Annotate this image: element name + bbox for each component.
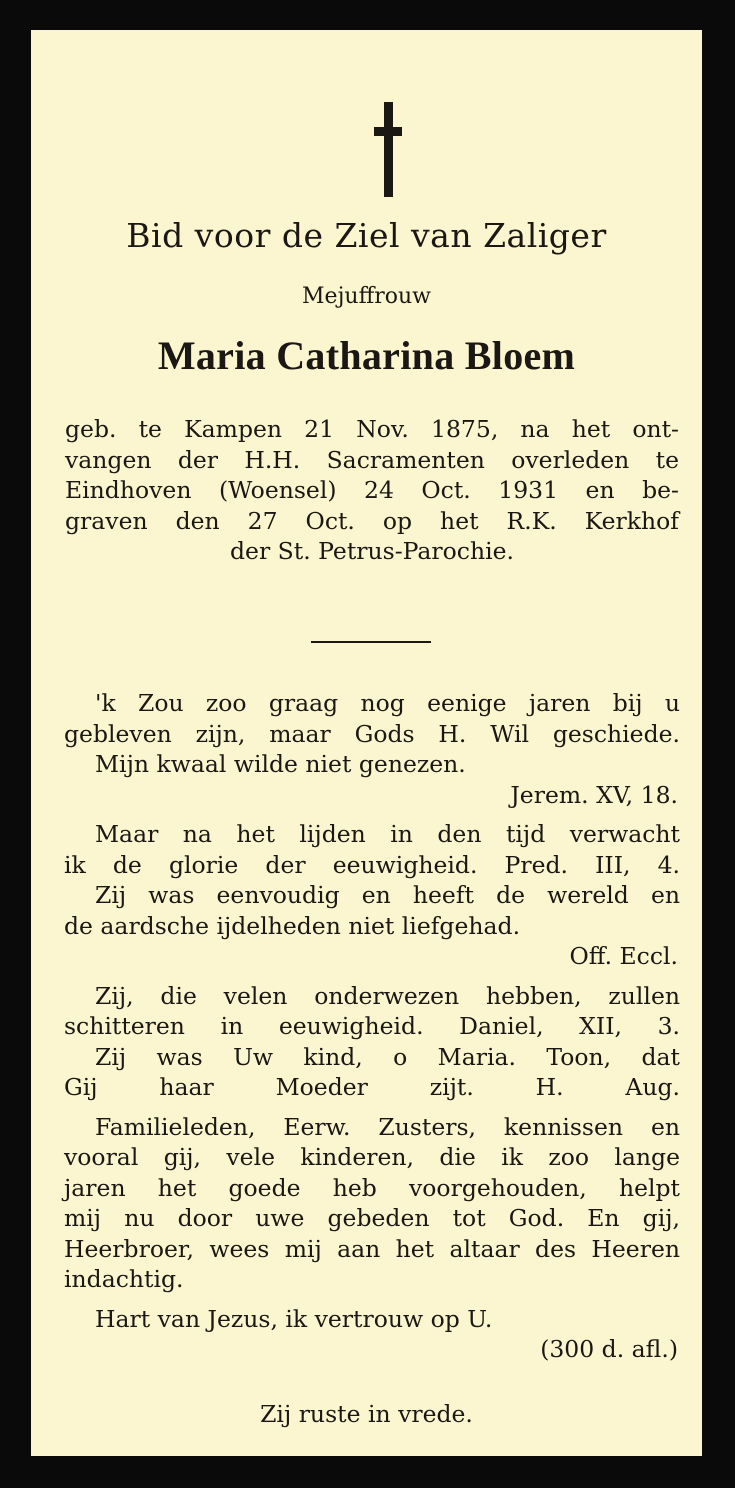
bio-line: Eindhoven (Woensel) 24 Oct. 1931 en be-: [65, 476, 679, 504]
quote-line: jaren het goede heb voorgehouden, helpt: [64, 1173, 680, 1202]
quote-line: 'k Zou zoo graag nog eenige jaren bij u: [95, 689, 680, 717]
quote-line: Mijn kwaal wilde niet genezen.: [95, 750, 466, 778]
bio-line: geb. te Kampen 21 Nov. 1875, na het ont-: [65, 415, 679, 443]
quote-line: Zij was eenvoudig en heeft de wereld en: [95, 881, 680, 909]
honorific: Mejuffrouw: [302, 284, 431, 309]
quote-source: Off. Eccl.: [569, 942, 678, 970]
quote-line: Maar na het lijden in den tijd verwacht: [95, 820, 680, 848]
quote-line: Gij haar Moeder zijt. H. Aug.: [64, 1073, 680, 1101]
quote-source: Jerem. XV, 18.: [510, 780, 678, 809]
cross-icon: [374, 102, 402, 198]
indulgence-note: (300 d. afl.): [540, 1335, 678, 1363]
biography: [65, 414, 679, 567]
card-heading: Bid voor de Ziel van Zaliger: [126, 216, 607, 255]
bio-line: vangen der H.H. Sacramenten overleden te: [65, 445, 679, 474]
quotes-section: [64, 688, 680, 1365]
bio-line: der St. Petrus-Parochie.: [230, 537, 514, 565]
quote-line: gebleven zijn, maar Gods H. Wil geschiede.: [64, 719, 680, 748]
deceased-name: Maria Catharina Bloem: [157, 333, 576, 378]
quote-line: vooral gij, vele kinderen, die ik zoo lange: [64, 1143, 680, 1171]
quote-line: mij nu door uwe gebeden tot God. En gij,: [64, 1204, 680, 1232]
quote-line: Familieleden, Eerw. Zusters, kennissen en: [95, 1112, 680, 1141]
quote-line: indachtig.: [64, 1265, 184, 1293]
quote-line: Hart van Jezus, ik vertrouw op U.: [95, 1304, 493, 1333]
closing-line: Zij ruste in vrede.: [260, 1400, 473, 1428]
quote-line: schitteren in eeuwigheid. Daniel, XII, 3.: [64, 1012, 680, 1040]
divider: [311, 641, 431, 643]
quote-line: Zij was Uw kind, o Maria. Toon, dat: [95, 1042, 680, 1071]
quote-line: Zij, die velen onderwezen hebben, zullen: [95, 981, 680, 1010]
memorial-card: [31, 30, 702, 1456]
bio-line: graven den 27 Oct. op het R.K. Kerkhof: [65, 506, 679, 535]
quote-line: Heerbroer, wees mij aan het altaar des Heeren: [64, 1234, 680, 1263]
quote-line: ik de glorie der eeuwigheid. Pred. III, 4.: [64, 850, 680, 879]
quote-line: de aardsche ijdelheden niet liefgehad.: [64, 911, 521, 940]
